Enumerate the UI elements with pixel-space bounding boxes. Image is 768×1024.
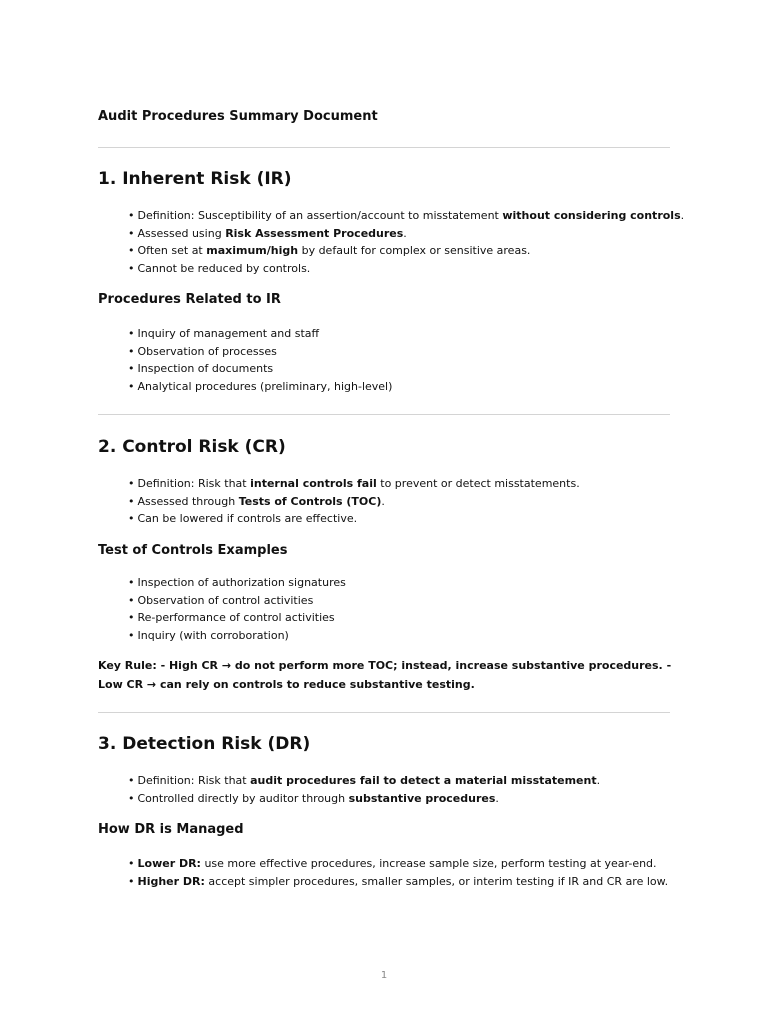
text-run: .	[596, 774, 601, 787]
bullet-icon: •	[128, 261, 135, 275]
list-item	[128, 510, 580, 528]
text-run: .	[680, 209, 685, 222]
page-number: 1	[380, 970, 388, 981]
section-heading-detection-risk: 3. Detection Risk (DR)	[98, 734, 311, 754]
bullet-icon: •	[128, 593, 135, 607]
text-run: Often set at	[137, 244, 207, 258]
detection-risk-bullets	[128, 772, 600, 807]
bullet-icon: •	[128, 874, 135, 888]
text-run: .	[495, 791, 499, 805]
text-run: by default for complex or sensitive areas.	[298, 244, 531, 258]
list-item	[128, 790, 600, 808]
bold-text: maximum/high	[206, 244, 299, 258]
text-run: .	[381, 494, 385, 508]
text-run: Definition: Susceptibility of an assertion/account to misstatement	[137, 209, 503, 222]
bullet-icon: •	[128, 512, 135, 526]
text-run: -	[662, 659, 672, 672]
list-item	[128, 242, 684, 260]
text-run: Observation of control activities	[137, 593, 314, 607]
toc-examples-bullets	[128, 574, 346, 644]
text-run: Assessed using	[137, 226, 226, 240]
text-run: Observation of processes	[137, 344, 277, 358]
list-item	[128, 360, 392, 378]
section-divider	[98, 712, 670, 713]
bullet-icon: •	[128, 362, 135, 376]
list-item	[128, 855, 668, 873]
document-title: Audit Procedures Summary Document	[98, 109, 378, 124]
text-run: Inquiry of management and staff	[137, 327, 320, 340]
bullet-icon: •	[128, 244, 135, 258]
text-run: Definition: Risk that	[137, 477, 251, 490]
section-heading-control-risk: 2. Control Risk (CR)	[98, 437, 286, 457]
list-item	[128, 260, 684, 278]
text-run: accept simpler procedures, smaller samples, or interim testing if IR and CR are low.	[204, 874, 669, 888]
list-item	[128, 325, 392, 343]
bold-text: Low CR → can rely on controls to reduce substantive testing.	[98, 678, 475, 691]
list-item	[128, 592, 346, 610]
text-run: Cannot be reduced by controls.	[137, 261, 311, 275]
bullet-icon: •	[128, 791, 135, 805]
list-item	[128, 772, 600, 790]
bullet-icon: •	[128, 226, 135, 240]
text-run: Can be lowered if controls are effective.	[137, 512, 358, 526]
list-item	[128, 343, 392, 361]
bullet-icon: •	[128, 857, 135, 870]
list-item	[128, 475, 580, 493]
bullet-icon: •	[128, 576, 135, 589]
bullet-icon: •	[128, 494, 135, 508]
list-item	[128, 574, 346, 592]
bullet-icon: •	[128, 327, 135, 340]
bold-text: High CR → do not perform more TOC; instead, increase substantive procedures.	[168, 659, 663, 672]
list-item	[128, 378, 392, 396]
list-item	[128, 493, 580, 511]
text-run: Re-performance of control activities	[137, 611, 335, 625]
section-divider	[98, 414, 670, 415]
text-run: Analytical procedures (preliminary, high-level)	[137, 379, 393, 393]
text-run: Definition: Risk that	[137, 774, 251, 787]
bold-text: Risk Assessment Procedures	[225, 226, 404, 240]
key-rule-paragraph	[98, 656, 673, 694]
bullet-icon: •	[128, 774, 135, 787]
bold-text: substantive procedures	[348, 791, 496, 805]
bullet-icon: •	[128, 344, 135, 358]
text-run: to prevent or detect misstatements.	[376, 477, 580, 490]
text-run: use more effective procedures, increase sample size, perform testing at year-end.	[200, 857, 657, 870]
list-item	[128, 627, 346, 645]
text-run: Inquiry (with corroboration)	[137, 628, 289, 642]
control-risk-bullets	[128, 475, 580, 528]
text-run: Inspection of authorization signatures	[137, 576, 346, 589]
list-item	[128, 873, 668, 891]
bullet-icon: •	[128, 628, 135, 642]
section-divider	[98, 147, 670, 148]
text-run: -	[156, 659, 169, 672]
bold-text: without considering controls	[502, 209, 681, 222]
bold-text: Tests of Controls (TOC)	[238, 494, 382, 508]
text-run: Controlled directly by auditor through	[137, 791, 349, 805]
bold-text: Key Rule:	[98, 659, 157, 672]
dr-management-bullets	[128, 855, 668, 890]
text-run: Assessed through	[137, 494, 239, 508]
list-item	[128, 609, 346, 627]
subheading-how-dr-is-managed: How DR is Managed	[98, 822, 244, 837]
text-run: Inspection of documents	[137, 362, 274, 376]
list-item	[128, 225, 684, 243]
bold-text: internal controls fail	[250, 477, 377, 490]
bold-text: audit procedures fail to detect a material misstatement	[250, 774, 597, 787]
subheading-test-of-controls-examples: Test of Controls Examples	[98, 543, 288, 558]
text-run: .	[403, 226, 407, 240]
bullet-icon: •	[128, 477, 135, 490]
bold-text: Higher DR:	[137, 874, 205, 888]
section-heading-inherent-risk: 1. Inherent Risk (IR)	[98, 169, 292, 189]
inherent-risk-bullets	[128, 207, 684, 277]
bullet-icon: •	[128, 379, 135, 393]
ir-procedures-bullets	[128, 325, 392, 395]
bullet-icon: •	[128, 611, 135, 625]
bold-text: Lower DR:	[137, 857, 201, 870]
list-item	[128, 207, 684, 225]
bullet-icon: •	[128, 209, 135, 222]
subheading-procedures-related-to-ir: Procedures Related to IR	[98, 292, 281, 307]
